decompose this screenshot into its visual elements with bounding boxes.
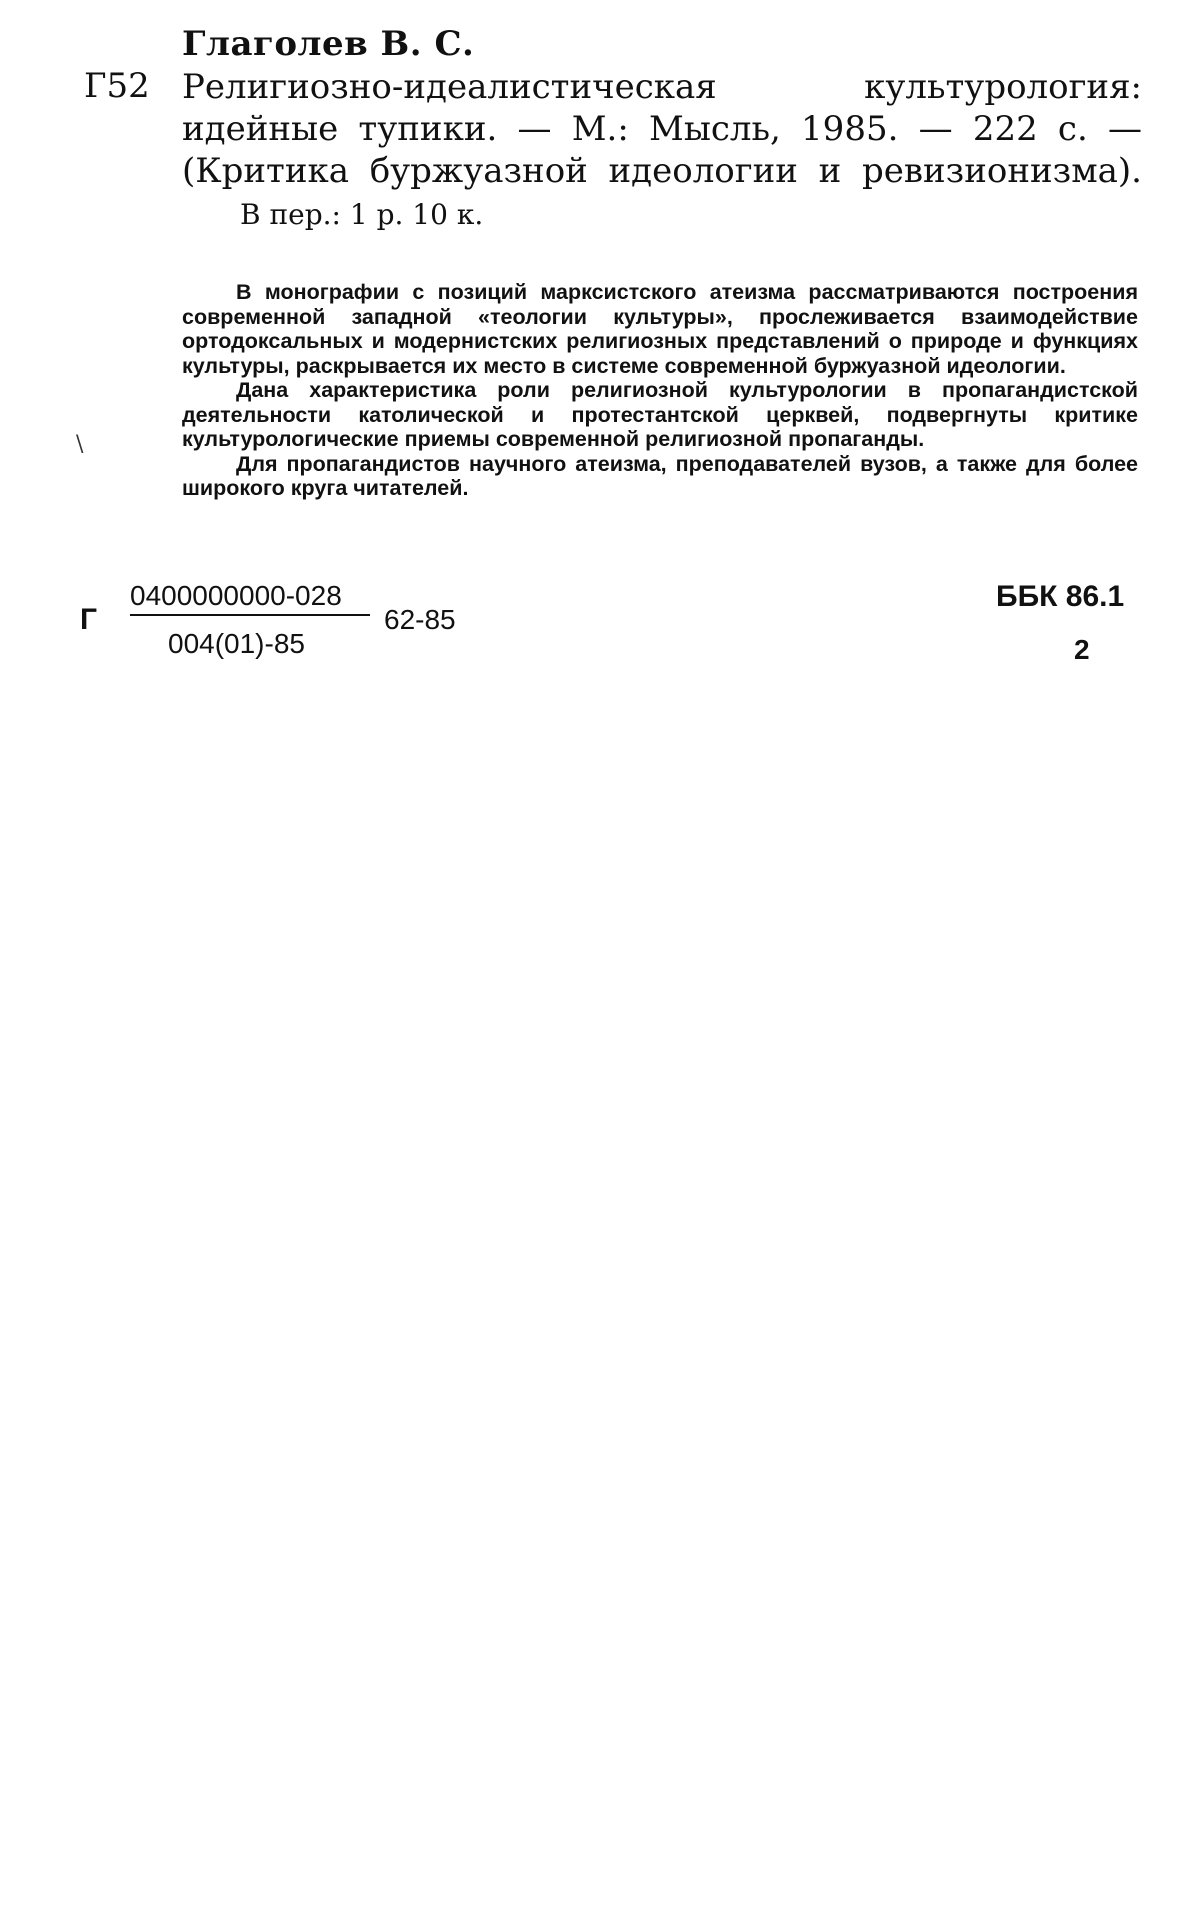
classification-letter: Г	[80, 603, 98, 636]
stray-mark: \	[76, 432, 84, 457]
series-code: 62-85	[384, 604, 456, 635]
annotation-paragraph: Для пропагандистов научного атеизма, преподавателей вузов, а также для более широкого круга читателей.	[182, 451, 1138, 500]
catalog-index: Г52	[84, 66, 150, 106]
author-name: Глаголев В. С.	[182, 24, 475, 64]
fraction-divider	[130, 614, 370, 616]
price: В пер.: 1 р. 10 к.	[240, 198, 484, 231]
classification-denominator: 004(01)-85	[168, 628, 305, 659]
title-line-1: Религиозно-идеалистическая культурология:	[182, 67, 1142, 107]
annotation	[182, 280, 1138, 501]
title-line-3: (Критика буржуазной идеологии и ревизионизма).	[182, 151, 1142, 191]
bbk-code: ББК 86.1	[996, 580, 1125, 613]
annotation-paragraph: В монографии с позиций марксистского атеизма рассматриваются построения современной западной «теологии культуры», прослеживается взаимодействие ортодоксальных и модернистских религиозных представлений о природе и функциях культуры, раскрывается их место в системе современной буржуазной идеологии.	[182, 280, 1138, 378]
classification-numerator: 0400000000-028	[130, 580, 342, 611]
annotation-paragraph: Дана характеристика роли религиозной культурологии в пропагандистской деятельности католической и протестантской церквей, подвергнуты критике культурологические приемы современной религиозной пропаганды.	[182, 378, 1138, 451]
bbk-sub-code: 2	[1074, 634, 1090, 665]
title-line-2: идейные тупики. — М.: Мысль, 1985. — 222 с. —	[182, 109, 1142, 149]
